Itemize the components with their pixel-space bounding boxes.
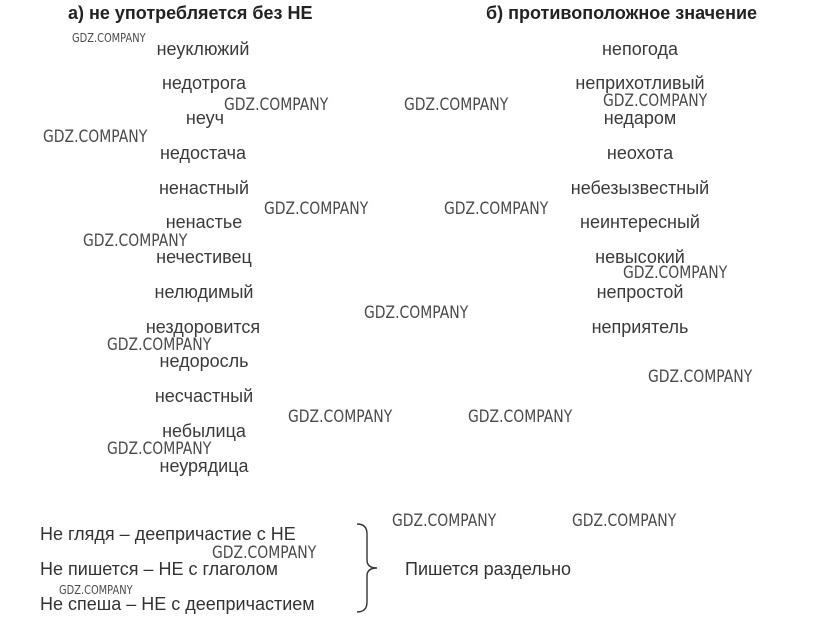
watermark: GDZ.COMPANY	[264, 199, 369, 219]
word-a-7: нечестивец	[156, 247, 252, 267]
watermark: GDZ.COMPANY	[364, 303, 469, 323]
word-b-7: невысокий	[595, 247, 685, 267]
word-a-2: недотрога	[161, 73, 247, 93]
word-a-9: нездоровится	[145, 317, 261, 337]
word-b-5: небезызвестный	[570, 178, 710, 198]
word-a-6: ненастье	[165, 212, 243, 232]
word-b-6: неинтересный	[580, 212, 700, 232]
heading-a: а) не употребляется без НЕ	[68, 3, 313, 23]
word-b-2: неприхотливый	[575, 73, 705, 93]
word-b-1: непогода	[601, 39, 679, 59]
note-line-2: Не пишется – НЕ с глаголом	[40, 559, 279, 579]
watermark: GDZ.COMPANY	[72, 31, 146, 45]
word-a-10: недоросль	[159, 351, 249, 371]
word-a-12: небылица	[162, 421, 246, 441]
word-a-1: неуклюжий	[156, 39, 250, 59]
word-b-9: неприятель	[591, 317, 689, 337]
watermark: GDZ.COMPANY	[468, 407, 573, 427]
watermark: GDZ.COMPANY	[648, 367, 753, 387]
heading-b: б) противоположное значение	[486, 3, 758, 23]
word-a-8: нелюдимый	[154, 282, 254, 302]
watermark: GDZ.COMPANY	[288, 407, 393, 427]
watermark: GDZ.COMPANY	[107, 439, 212, 459]
watermark: GDZ.COMPANY	[212, 543, 317, 563]
watermark: GDZ.COMPANY	[572, 511, 677, 531]
watermark: GDZ.COMPANY	[623, 263, 728, 283]
watermark: GDZ.COMPANY	[603, 91, 708, 111]
note-line-1: Не глядя – деепричастие с НЕ	[40, 524, 296, 544]
watermark: GDZ.COMPANY	[59, 583, 133, 597]
word-a-13: неурядица	[159, 456, 249, 476]
word-b-4: неохота	[606, 143, 674, 163]
word-a-11: несчастный	[154, 386, 254, 406]
conclusion-text: Пишется раздельно	[405, 559, 572, 579]
word-b-3: недаром	[603, 108, 677, 128]
word-a-4: недостача	[159, 143, 247, 163]
watermark: GDZ.COMPANY	[83, 231, 188, 251]
note-line-3: Не спеша – НЕ с деепричастием	[40, 594, 315, 614]
word-a-5: ненастный	[158, 178, 250, 198]
watermark: GDZ.COMPANY	[392, 511, 497, 531]
watermark: GDZ.COMPANY	[404, 95, 509, 115]
word-a-3: неуч	[185, 108, 225, 128]
watermark: GDZ.COMPANY	[224, 95, 329, 115]
watermark: GDZ.COMPANY	[444, 199, 549, 219]
watermark: GDZ.COMPANY	[43, 127, 148, 147]
curly-brace-icon	[355, 522, 385, 614]
watermark: GDZ.COMPANY	[107, 335, 212, 355]
word-b-8: непростой	[596, 282, 684, 302]
